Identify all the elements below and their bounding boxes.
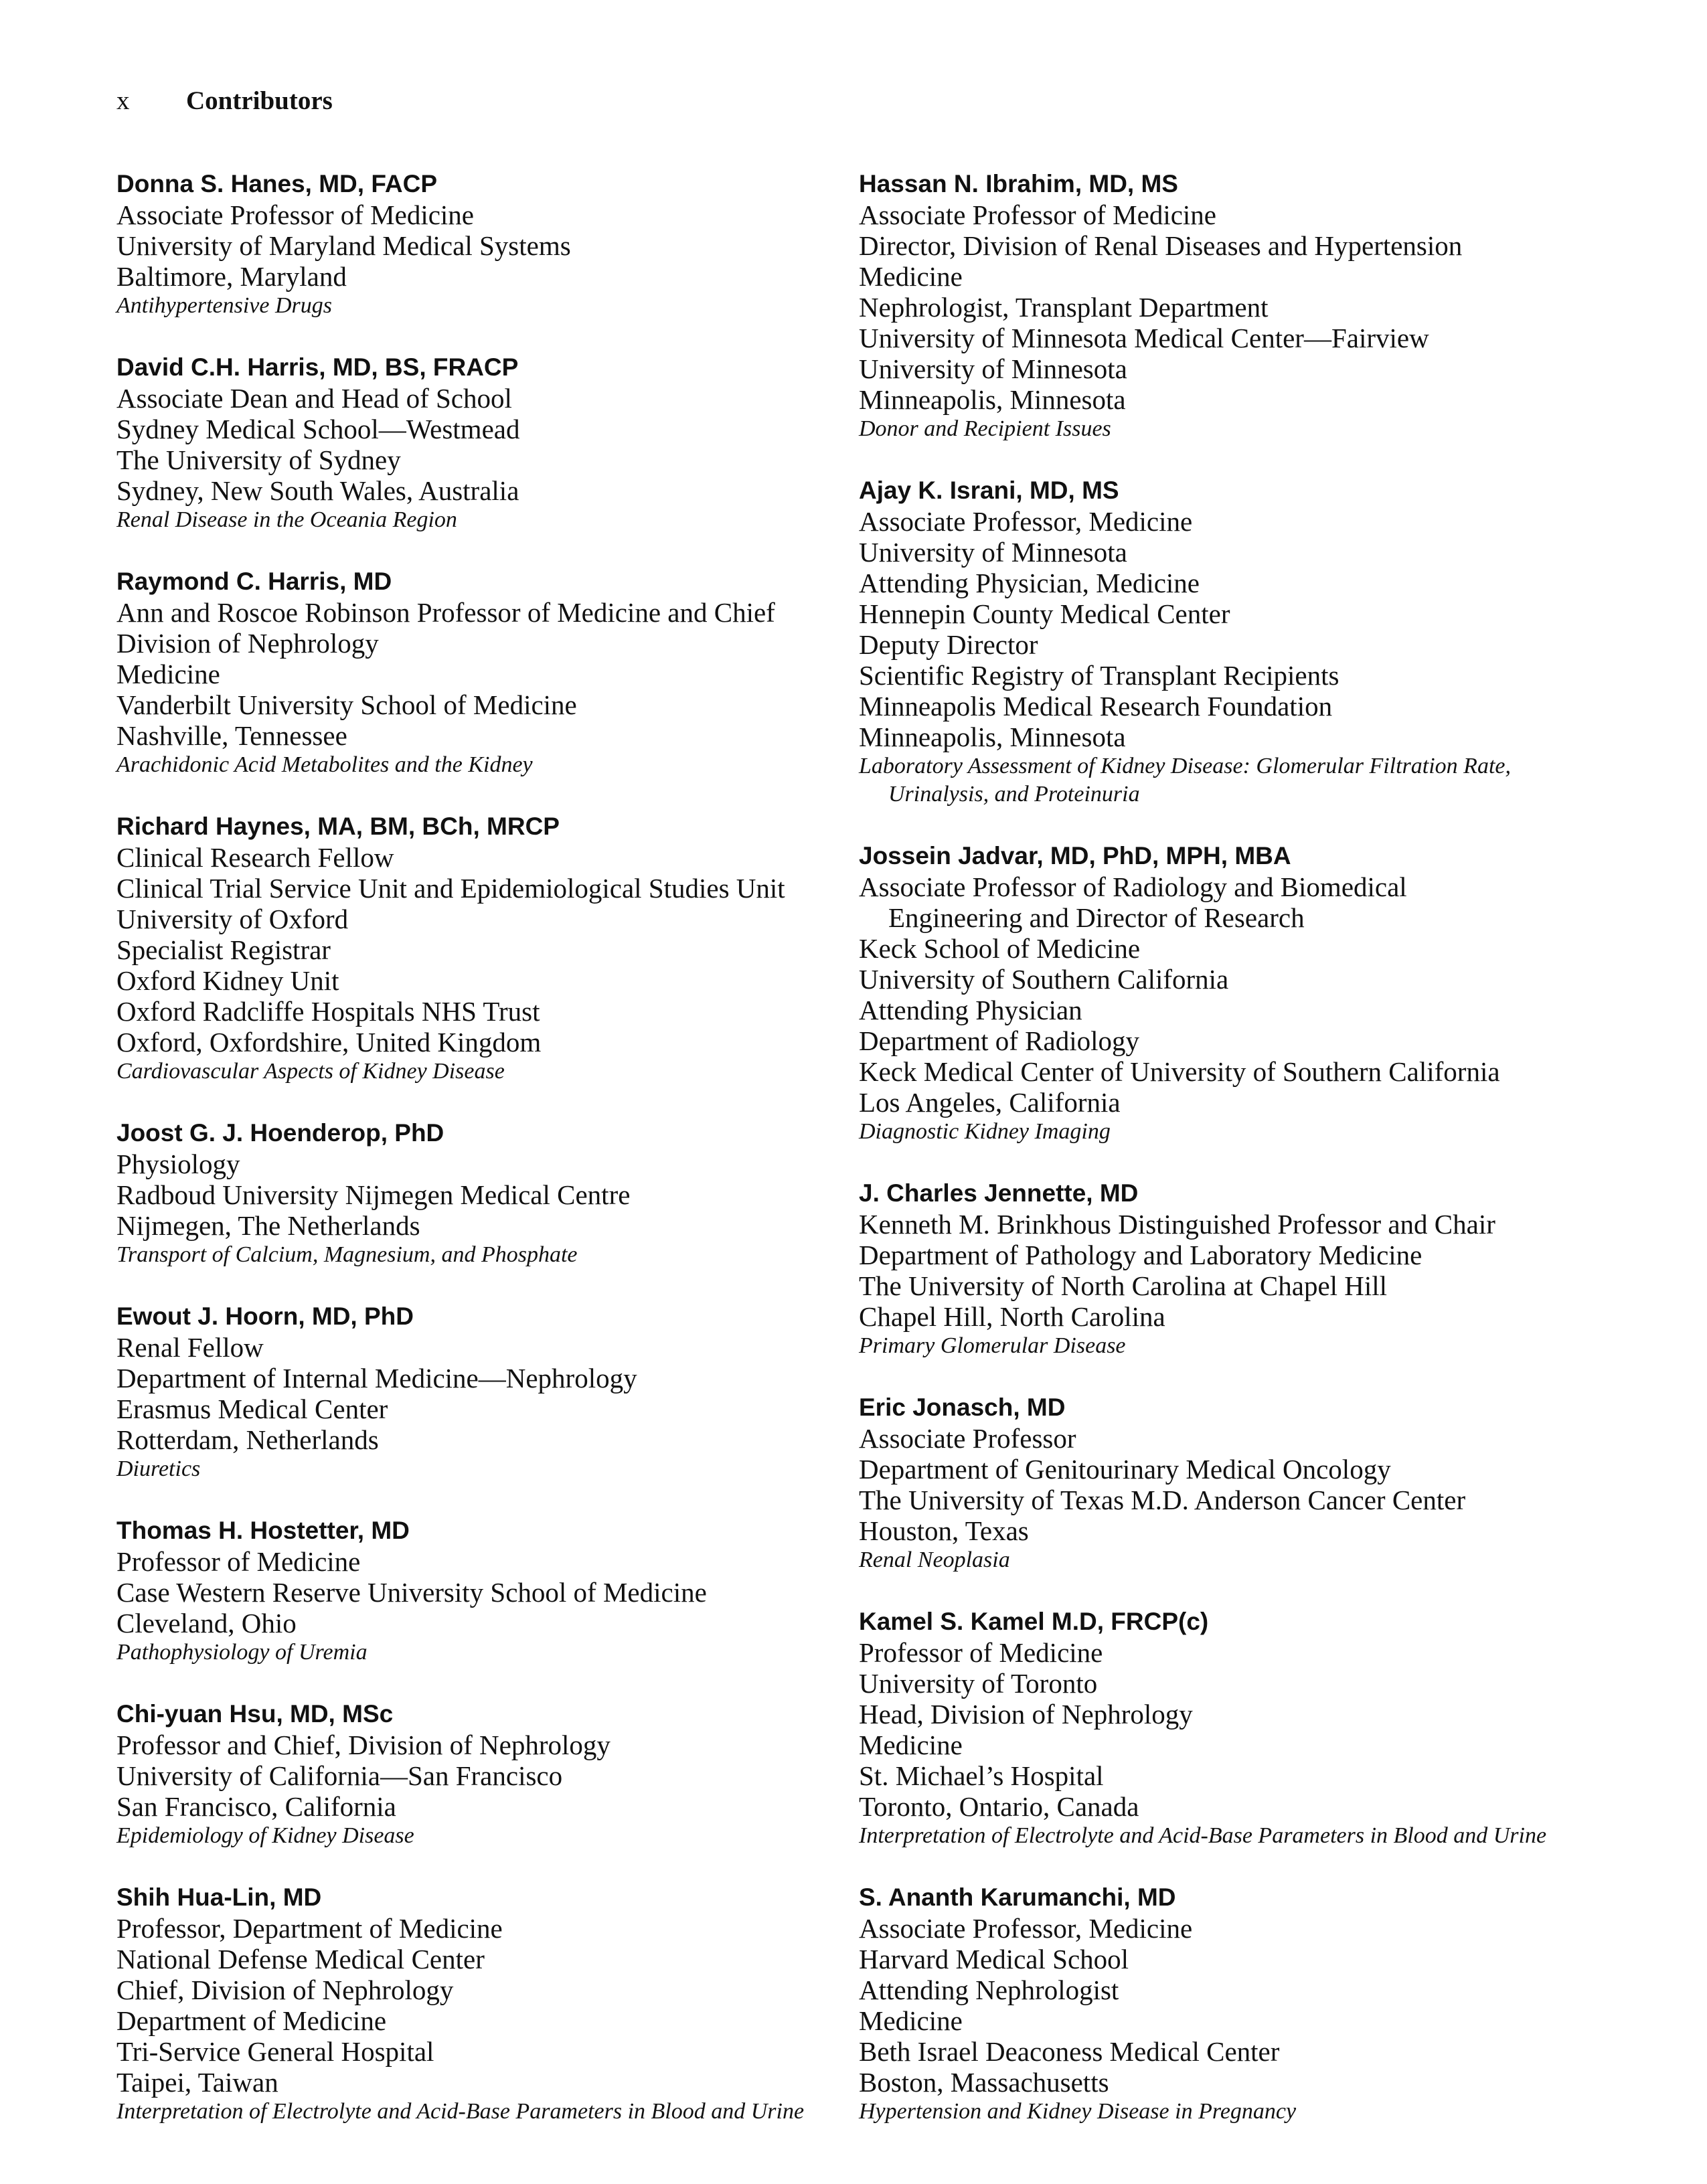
affiliation-line: Sydney Medical School—Westmead <box>116 414 520 444</box>
affiliation-line: University of California—San Francisco <box>116 1760 563 1791</box>
affiliation-line: Case Western Reserve University School of Medicine <box>116 1577 707 1608</box>
affiliation-line: Associate Professor <box>859 1423 1076 1454</box>
page-header <box>116 86 333 116</box>
contributor-name: Thomas H. Hostetter, MD <box>116 1517 410 1544</box>
affiliation-line: Oxford Kidney Unit <box>116 965 339 996</box>
affiliation-line: Associate Professor of Medicine <box>116 199 475 230</box>
affiliation-line: Associate Professor of Medicine <box>859 199 1217 230</box>
chapter-title: Epidemiology of Kidney Disease <box>116 1823 414 1848</box>
chapter-title: Cardiovascular Aspects of Kidney Disease <box>116 1059 505 1084</box>
affiliation-line: Department of Pathology and Laboratory Medicine <box>859 1240 1422 1270</box>
affiliation-line: Radboud University Nijmegen Medical Centre <box>116 1179 631 1210</box>
contributor-name: J. Charles Jennette, MD <box>859 1179 1139 1207</box>
affiliation-line: Attending Nephrologist <box>859 1975 1119 2005</box>
contributor-name: Ewout J. Hoorn, MD, PhD <box>116 1303 414 1330</box>
contributor-entry <box>859 1392 1582 1574</box>
affiliation-line: University of Southern California <box>859 964 1229 995</box>
affiliation-line: University of Minnesota Medical Center—Fairview <box>859 323 1429 353</box>
affiliation-line: Associate Professor, Medicine <box>859 506 1193 537</box>
contributor-entry <box>116 1881 839 2126</box>
affiliation-line: Rotterdam, Netherlands <box>116 1424 379 1455</box>
affiliation-line: Medicine <box>859 261 963 292</box>
contributor-entry <box>859 475 1582 809</box>
contributor-entry <box>116 1698 839 1850</box>
contributor-entry <box>116 566 839 779</box>
affiliation-line: Associate Professor of Radiology and Biomedical <box>859 871 1407 902</box>
affiliation-line: Attending Physician <box>859 995 1082 1025</box>
affiliation-line: Nashville, Tennessee <box>116 720 347 751</box>
contributor-name: Chi-yuan Hsu, MD, MSc <box>116 1700 394 1728</box>
chapter-title: Renal Disease in the Oceania Region <box>116 507 457 532</box>
contributor-entry <box>859 840 1582 1146</box>
right-column <box>859 168 1582 2157</box>
chapter-title: Renal Neoplasia <box>859 1547 1010 1572</box>
contributor-entry <box>859 1177 1582 1360</box>
affiliation-line: Department of Radiology <box>859 1025 1140 1056</box>
contributor-name: Shih Hua-Lin, MD <box>116 1883 322 1911</box>
affiliation-line: Attending Physician, Medicine <box>859 568 1200 598</box>
affiliation-line: University of Minnesota <box>859 353 1127 384</box>
affiliation-line: Oxford, Oxfordshire, United Kingdom <box>116 1027 542 1058</box>
contributor-entry <box>116 1515 839 1667</box>
affiliation-line: Associate Dean and Head of School <box>116 383 512 414</box>
affiliation-line: Scientific Registry of Transplant Recipients <box>859 660 1339 691</box>
affiliation-line: Professor of Medicine <box>116 1546 361 1577</box>
affiliation-line: San Francisco, California <box>116 1791 396 1822</box>
chapter-title: Interpretation of Electrolyte and Acid-Base Parameters in Blood and Urine <box>859 1823 1547 1848</box>
affiliation-line: Physiology <box>116 1149 240 1179</box>
affiliation-line: Associate Professor, Medicine <box>859 1913 1193 1944</box>
chapter-title: Primary Glomerular Disease <box>859 1333 1126 1358</box>
affiliation-line: University of Minnesota <box>859 537 1127 568</box>
affiliation-line: National Defense Medical Center <box>116 1944 485 1975</box>
chapter-title: Interpretation of Electrolyte and Acid-Base Parameters in Blood and Urine <box>116 2099 805 2124</box>
contributor-name: Kamel S. Kamel M.D, FRCP(c) <box>859 1608 1209 1635</box>
affiliation-line: Tri-Service General Hospital <box>116 2036 434 2067</box>
affiliation-line: Department of Internal Medicine—Nephrology <box>116 1363 637 1394</box>
affiliation-line: Professor, Department of Medicine <box>116 1913 503 1944</box>
contributor-name: S. Ananth Karumanchi, MD <box>859 1883 1176 1911</box>
contributor-name: Donna S. Hanes, MD, FACP <box>116 170 438 197</box>
affiliation-line: Minneapolis Medical Research Foundation <box>859 691 1333 722</box>
contributor-entry <box>859 1606 1582 1850</box>
affiliation-line: Department of Medicine <box>116 2005 387 2036</box>
page-number: x <box>116 86 130 115</box>
affiliation-line: University of Maryland Medical Systems <box>116 230 571 261</box>
contributor-entry <box>859 168 1582 443</box>
affiliation-line: The University of Sydney <box>116 444 401 475</box>
affiliation-line: Minneapolis, Minnesota <box>859 384 1126 415</box>
contributor-entry <box>116 168 839 320</box>
affiliation-line: Deputy Director <box>859 629 1038 660</box>
affiliation-line: Medicine <box>859 1730 963 1760</box>
affiliation-line: Engineering and Director of Research <box>888 902 1305 933</box>
contributor-name: Jossein Jadvar, MD, PhD, MPH, MBA <box>859 842 1291 869</box>
contributor-name: Ajay K. Israni, MD, MS <box>859 477 1119 504</box>
contributor-entry <box>859 1881 1582 2126</box>
chapter-title: Urinalysis, and Proteinuria <box>888 782 1140 807</box>
affiliation-line: Head, Division of Nephrology <box>859 1699 1193 1730</box>
affiliation-line: Professor of Medicine <box>859 1637 1103 1668</box>
affiliation-line: Boston, Massachusetts <box>859 2067 1109 2098</box>
chapter-title: Donor and Recipient Issues <box>859 416 1111 441</box>
affiliation-line: Specialist Registrar <box>116 934 331 965</box>
affiliation-line: Harvard Medical School <box>859 1944 1129 1975</box>
affiliation-line: Vanderbilt University School of Medicine <box>116 689 577 720</box>
contributor-name: Raymond C. Harris, MD <box>116 568 392 595</box>
chapter-title: Antihypertensive Drugs <box>116 293 332 318</box>
affiliation-line: Toronto, Ontario, Canada <box>859 1791 1139 1822</box>
contributor-name: Joost G. J. Hoenderop, PhD <box>116 1119 444 1147</box>
affiliation-line: Director, Division of Renal Diseases and Hypertension <box>859 230 1463 261</box>
affiliation-line: Keck Medical Center of University of Southern California <box>859 1056 1500 1087</box>
affiliation-line: The University of North Carolina at Chapel Hill <box>859 1270 1388 1301</box>
affiliation-line: Chief, Division of Nephrology <box>116 1975 454 2005</box>
chapter-title: Arachidonic Acid Metabolites and the Kidney <box>116 752 533 777</box>
affiliation-line: University of Toronto <box>859 1668 1098 1699</box>
contributor-entry <box>116 811 839 1086</box>
contributor-name: Hassan N. Ibrahim, MD, MS <box>859 170 1178 197</box>
affiliation-line: Erasmus Medical Center <box>116 1394 388 1424</box>
affiliation-line: Hennepin County Medical Center <box>859 598 1230 629</box>
section-title: Contributors <box>186 86 333 115</box>
affiliation-line: Baltimore, Maryland <box>116 261 347 292</box>
contributor-name: Eric Jonasch, MD <box>859 1394 1066 1421</box>
affiliation-line: Los Angeles, California <box>859 1087 1121 1118</box>
contributor-name: Richard Haynes, MA, BM, BCh, MRCP <box>116 813 560 840</box>
affiliation-line: Minneapolis, Minnesota <box>859 722 1126 752</box>
chapter-title: Transport of Calcium, Magnesium, and Phosphate <box>116 1242 578 1267</box>
affiliation-line: Cleveland, Ohio <box>116 1608 297 1639</box>
contributor-name: David C.H. Harris, MD, BS, FRACP <box>116 353 519 381</box>
chapter-title: Diagnostic Kidney Imaging <box>859 1119 1111 1144</box>
affiliation-line: Kenneth M. Brinkhous Distinguished Professor and Chair <box>859 1209 1495 1240</box>
affiliation-line: Medicine <box>859 2005 963 2036</box>
affiliation-line: Chapel Hill, North Carolina <box>859 1301 1165 1332</box>
affiliation-line: Medicine <box>116 659 220 689</box>
affiliation-line: Sydney, New South Wales, Australia <box>116 475 519 506</box>
affiliation-line: Professor and Chief, Division of Nephrology <box>116 1730 611 1760</box>
contributor-entry <box>116 351 839 534</box>
contributor-entry <box>116 1117 839 1269</box>
affiliation-line: Beth Israel Deaconess Medical Center <box>859 2036 1280 2067</box>
chapter-title: Diuretics <box>116 1456 201 1481</box>
affiliation-line: The University of Texas M.D. Anderson Cancer Center <box>859 1485 1466 1515</box>
chapter-title: Pathophysiology of Uremia <box>116 1640 368 1665</box>
affiliation-line: Nijmegen, The Netherlands <box>116 1210 420 1241</box>
affiliation-line: Houston, Texas <box>859 1515 1029 1546</box>
affiliation-line: Taipei, Taiwan <box>116 2067 278 2098</box>
affiliation-line: Oxford Radcliffe Hospitals NHS Trust <box>116 996 540 1027</box>
left-column <box>116 168 839 2157</box>
contributor-entry <box>116 1300 839 1483</box>
affiliation-line: St. Michael’s Hospital <box>859 1760 1104 1791</box>
affiliation-line: Clinical Trial Service Unit and Epidemiological Studies Unit <box>116 873 785 904</box>
affiliation-line: Ann and Roscoe Robinson Professor of Medicine and Chief <box>116 597 775 628</box>
chapter-title: Hypertension and Kidney Disease in Pregnancy <box>859 2099 1297 2124</box>
affiliation-line: University of Oxford <box>116 904 349 934</box>
chapter-title: Laboratory Assessment of Kidney Disease: Glomerular Filtration Rate, <box>859 754 1511 778</box>
affiliation-line: Keck School of Medicine <box>859 933 1141 964</box>
affiliation-line: Department of Genitourinary Medical Oncology <box>859 1454 1391 1485</box>
affiliation-line: Clinical Research Fellow <box>116 842 394 873</box>
affiliation-line: Division of Nephrology <box>116 628 379 659</box>
affiliation-line: Renal Fellow <box>116 1332 264 1363</box>
affiliation-line: Nephrologist, Transplant Department <box>859 292 1269 323</box>
